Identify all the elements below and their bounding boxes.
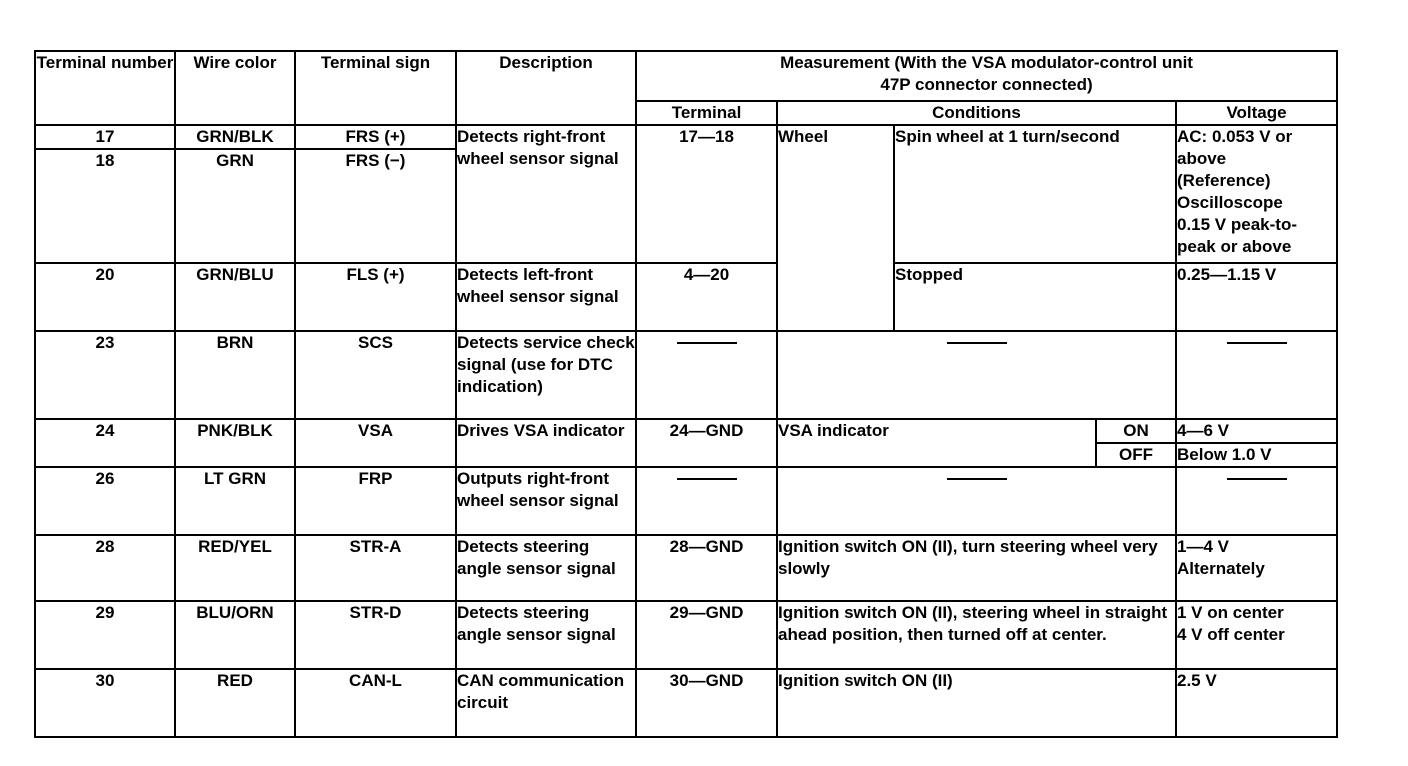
measure-terminal-cell: 28—GND [636, 535, 777, 601]
header-terminal: Terminal [636, 101, 777, 125]
wire-color-cell: BRN [175, 331, 295, 419]
terminal-sign-cell: SCS [295, 331, 456, 419]
header-row [35, 51, 1337, 101]
table-row [35, 535, 1337, 601]
voltage-line: (Reference) [1177, 171, 1271, 190]
voltage-cell [1176, 601, 1337, 669]
voltage-cell [1176, 535, 1337, 601]
description-cell: Detects steering angle sensor signal [456, 535, 636, 601]
measure-terminal-cell: 29—GND [636, 601, 777, 669]
dash-mark [677, 478, 737, 480]
condition-cell [777, 467, 1176, 535]
voltage-cell: 4—6 V [1176, 419, 1337, 443]
voltage-line: Oscilloscope [1177, 193, 1283, 212]
voltage-line: Alternately [1177, 559, 1265, 578]
terminal-sign-cell: STR-D [295, 601, 456, 669]
terminal-sign-cell: FLS (+) [295, 263, 456, 331]
measure-terminal-cell [636, 331, 777, 419]
terminal-number-cell: 29 [35, 601, 175, 669]
table-row [35, 331, 1337, 419]
condition-cell: Ignition switch ON (II), steering wheel in straight ahead position, then turned off at center. [777, 601, 1176, 669]
terminal-spec-table [34, 50, 1338, 738]
wire-color-cell: BLU/ORN [175, 601, 295, 669]
description-cell: Outputs right-front wheel sensor signal [456, 467, 636, 535]
measure-terminal-cell [636, 467, 777, 535]
header-description: Description [456, 51, 636, 125]
off-state-cell: OFF [1096, 443, 1176, 467]
description-cell: Detects right-front wheel sensor signal [456, 125, 636, 263]
header-terminal-number: Terminal number [35, 51, 175, 125]
voltage-line: 1 V on center [1177, 603, 1284, 622]
voltage-line: 1—4 V [1177, 537, 1229, 556]
voltage-line: peak or above [1177, 237, 1292, 256]
terminal-sign-cell: FRP [295, 467, 456, 535]
wire-color-cell: RED/YEL [175, 535, 295, 601]
terminal-number-cell: 24 [35, 419, 175, 467]
description-cell: Detects steering angle sensor signal [456, 601, 636, 669]
dash-mark [1227, 478, 1287, 480]
terminal-sign-cell: STR-A [295, 535, 456, 601]
voltage-cell: 2.5 V [1176, 669, 1337, 737]
table-row [35, 601, 1337, 669]
terminal-number-cell: 26 [35, 467, 175, 535]
terminal-number-cell: 20 [35, 263, 175, 331]
dash-mark [947, 342, 1007, 344]
condition-cell [777, 331, 1176, 419]
condition-group-cell: Wheel [777, 125, 894, 331]
dash-mark [1227, 342, 1287, 344]
header-measurement-line2: 47P connector connected) [880, 75, 1093, 94]
header-voltage: Voltage [1176, 101, 1337, 125]
measure-terminal-cell: 24—GND [636, 419, 777, 467]
description-cell: Drives VSA indicator [456, 419, 636, 467]
header-conditions: Conditions [777, 101, 1176, 125]
header-wire-color: Wire color [175, 51, 295, 125]
wire-color-cell: PNK/BLK [175, 419, 295, 467]
description-cell: Detects left-front wheel sensor signal [456, 263, 636, 331]
on-state-cell: ON [1096, 419, 1176, 443]
condition-cell: Stopped [894, 263, 1176, 331]
wire-color-cell: GRN/BLK [175, 125, 295, 149]
wire-color-cell: GRN/BLU [175, 263, 295, 331]
wire-color-cell: GRN [175, 149, 295, 263]
terminal-sign-cell: FRS (−) [295, 149, 456, 263]
voltage-line: 4 V off center [1177, 625, 1285, 644]
voltage-cell [1176, 125, 1337, 263]
table-row [35, 669, 1337, 737]
voltage-line: AC: 0.053 V or [1177, 127, 1293, 146]
condition-cell: Ignition switch ON (II), turn steering wheel very slowly [777, 535, 1176, 601]
terminal-number-cell: 23 [35, 331, 175, 419]
table-row [35, 263, 1337, 331]
condition-cell: Ignition switch ON (II) [777, 669, 1176, 737]
table-row [35, 419, 1337, 443]
table-row [35, 467, 1337, 535]
description-cell: CAN communication circuit [456, 669, 636, 737]
dash-mark [947, 478, 1007, 480]
measure-terminal-cell: 4—20 [636, 263, 777, 331]
terminal-number-cell: 17 [35, 125, 175, 149]
wire-color-cell: LT GRN [175, 467, 295, 535]
wire-color-cell: RED [175, 669, 295, 737]
table-row [35, 125, 1337, 149]
terminal-number-cell: 28 [35, 535, 175, 601]
voltage-cell: 0.25—1.15 V [1176, 263, 1337, 331]
voltage-cell [1176, 467, 1337, 535]
header-terminal-sign: Terminal sign [295, 51, 456, 125]
terminal-sign-cell: FRS (+) [295, 125, 456, 149]
dash-mark [677, 342, 737, 344]
voltage-cell: Below 1.0 V [1176, 443, 1337, 467]
header-measurement-line1: Measurement (With the VSA modulator-control unit [780, 53, 1193, 72]
terminal-number-cell: 18 [35, 149, 175, 263]
voltage-cell [1176, 331, 1337, 419]
terminal-sign-cell: CAN-L [295, 669, 456, 737]
measure-terminal-cell: 30—GND [636, 669, 777, 737]
description-cell: Detects service check signal (use for DTC indication) [456, 331, 636, 419]
header-measurement [636, 51, 1337, 101]
condition-cell: Spin wheel at 1 turn/second [894, 125, 1176, 263]
terminal-sign-cell: VSA [295, 419, 456, 467]
condition-cell: VSA indicator [777, 419, 1096, 467]
voltage-line: 0.15 V peak-to- [1177, 215, 1297, 234]
measure-terminal-cell: 17—18 [636, 125, 777, 263]
terminal-number-cell: 30 [35, 669, 175, 737]
voltage-line: above [1177, 149, 1227, 168]
